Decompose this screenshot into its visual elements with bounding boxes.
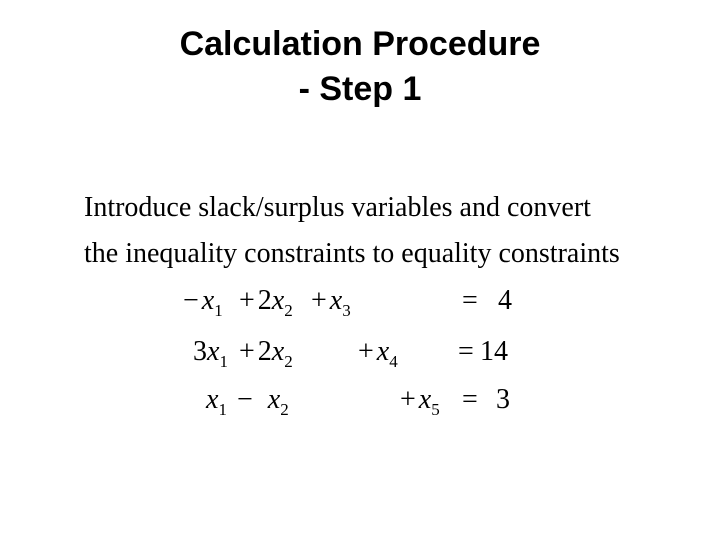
eq1-minus-sign: − — [183, 285, 199, 316]
eq1-equals: = — [462, 285, 478, 316]
eq3-term-x2 — [234, 384, 289, 419]
eq3-sub-1: 1 — [218, 400, 227, 419]
eq1-term-x3 — [308, 285, 351, 320]
eq3-sub-2: 2 — [280, 400, 289, 419]
eq3-sub-5: 5 — [431, 400, 440, 419]
eq2-term-x1 — [193, 336, 228, 371]
equation-row-2 — [0, 336, 720, 376]
body-text-line-1: Introduce slack/surplus variables and convert — [84, 192, 591, 223]
eq1-rhs: 4 — [498, 285, 512, 316]
eq3-term-x1 — [206, 384, 227, 419]
eq2-term-x4 — [355, 336, 398, 371]
title-line-2: - Step 1 — [298, 70, 422, 108]
eq1-sub-3: 3 — [342, 301, 351, 320]
eq1-var-x: x — [201, 285, 215, 316]
eq3-minus-sign: − — [237, 384, 253, 415]
eq1-coef-2: 2 — [257, 285, 272, 316]
eq2-var-x4: x — [376, 336, 390, 367]
eq1-var-x2: x — [271, 285, 285, 316]
eq1-var-x3: x — [329, 285, 343, 316]
eq1-term-x2 — [236, 285, 293, 320]
eq1-sub-1: 1 — [214, 301, 223, 320]
eq1-plus-sign-1: + — [239, 285, 255, 316]
eq2-coef-2: 2 — [257, 336, 272, 367]
eq2-sub-2: 2 — [284, 352, 293, 371]
eq3-rhs: 3 — [496, 384, 510, 415]
equation-row-3 — [0, 384, 720, 424]
eq2-coef-3: 3 — [193, 336, 207, 367]
eq3-plus-sign: + — [400, 384, 416, 415]
eq1-plus-sign-2: + — [311, 285, 327, 316]
slide-title — [0, 22, 720, 112]
eq2-term-x2 — [236, 336, 293, 371]
title-line-1: Calculation Procedure — [179, 25, 541, 63]
eq2-plus-sign-2: + — [358, 336, 374, 367]
eq2-var-x1: x — [207, 336, 220, 367]
eq3-var-x1: x — [206, 384, 219, 415]
eq3-equals: = — [462, 384, 478, 415]
body-text-line-2: the inequality constraints to equality constraints — [84, 238, 620, 269]
eq2-var-x2: x — [271, 336, 285, 367]
eq2-rhs: 14 — [480, 336, 508, 367]
eq2-plus-sign-1: + — [239, 336, 255, 367]
eq2-sub-1: 1 — [219, 352, 228, 371]
eq2-equals: = — [458, 336, 474, 367]
eq1-term-x1 — [180, 285, 223, 320]
eq3-var-x2: x — [267, 384, 281, 415]
eq1-sub-2: 2 — [284, 301, 293, 320]
eq3-var-x5: x — [418, 384, 432, 415]
eq2-sub-4: 4 — [389, 352, 398, 371]
equation-row-1 — [0, 285, 720, 325]
eq3-term-x5 — [397, 384, 440, 419]
